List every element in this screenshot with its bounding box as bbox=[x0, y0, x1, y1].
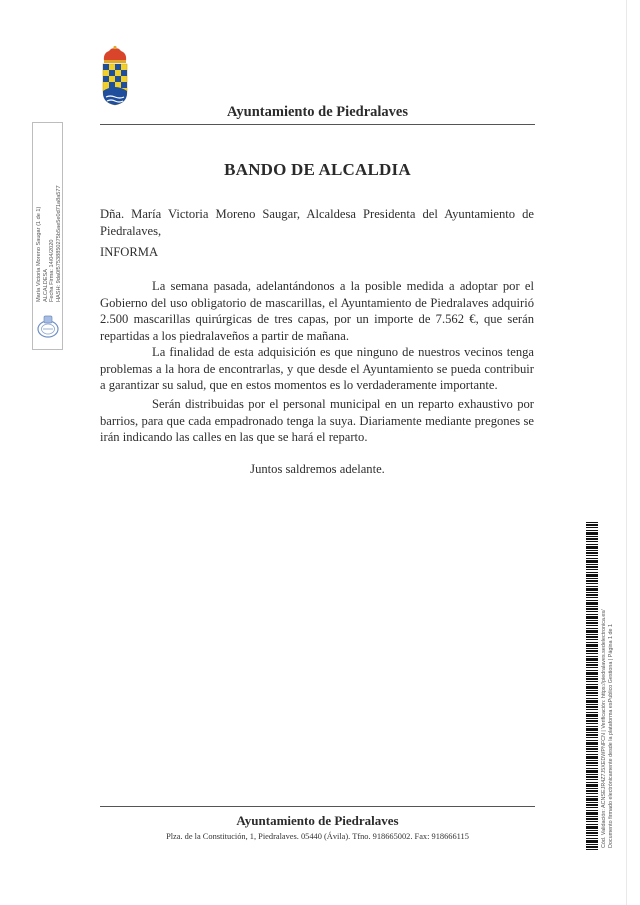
footer-address: Plza. de la Constitución, 1, Piedralaves. 05440 (Ávila). Tfno. 918665002. Fax: 918666115 bbox=[166, 832, 469, 841]
signature-date: Fecha Firma: 14/04/2020 bbox=[49, 239, 56, 302]
footer-organization: Ayuntamiento de Piedralaves bbox=[236, 813, 399, 828]
organization-header: Ayuntamiento de Piedralaves bbox=[227, 104, 408, 120]
footer-divider bbox=[100, 806, 535, 807]
verification-code: Cód. Validación: ACNSEJR4Z7J5XEDWPNFCN | Verificación: https://piedralaves.sedelectronica.es/ bbox=[601, 609, 607, 848]
body-paragraph-2: La finalidad de esta adquisición es que ninguno de nuestros vecinos tenga problemas a la hora de encontrarlas, y que desde el Ayuntamiento se pueda contribuir a garantizar su salud, que en estos momentos es lo verdaderamente importante. bbox=[100, 345, 534, 393]
barcode-icon bbox=[586, 522, 598, 850]
verification-platform: Documento firmado electrónicamente desde la plataforma esPublico Gestiona | Página 1 de 1 bbox=[608, 623, 614, 848]
body-paragraph-3: Serán distribuidas por el personal municipal en un reparto exhaustivo por barrios, para que cada empadronado tenga la suya. Diariamente mediante pregones se irán indicando las calles en las que se hará el reparto. bbox=[100, 397, 534, 445]
verification-text bbox=[601, 609, 615, 848]
closing-line: Juntos saldremos adelante. bbox=[250, 462, 385, 476]
signer-name: María Victoria Moreno Saugar (1 de 1) bbox=[36, 206, 42, 302]
official-seal-icon bbox=[36, 313, 60, 339]
signature-details bbox=[36, 185, 62, 302]
body-paragraph-1: La semana pasada, adelantándonos a la posible medida a adoptar por el Gobierno del uso obligatorio de mascarillas, el Ayuntamiento de Piedralaves adquirió 2.500 mascarillas quirúrgicas de tres capas, por un importe de 7.562 €, que serán repartidas a los piedralaveños a partir de mañana. bbox=[100, 279, 534, 343]
signer-role: ALCALDESA bbox=[42, 269, 49, 302]
coat-of-arms-icon bbox=[101, 45, 129, 107]
page-edge bbox=[626, 0, 627, 905]
intro-paragraph: Dña. María Victoria Moreno Saugar, Alcaldesa Presidenta del Ayuntamiento de Piedralaves, bbox=[100, 207, 534, 238]
document-title: BANDO DE ALCALDIA bbox=[224, 160, 411, 179]
signature-hash: HASH: 9da0f57538850275b5ae5e0d71a8a577 bbox=[55, 185, 62, 302]
informa-label: INFORMA bbox=[100, 245, 159, 259]
header-divider bbox=[100, 124, 535, 125]
